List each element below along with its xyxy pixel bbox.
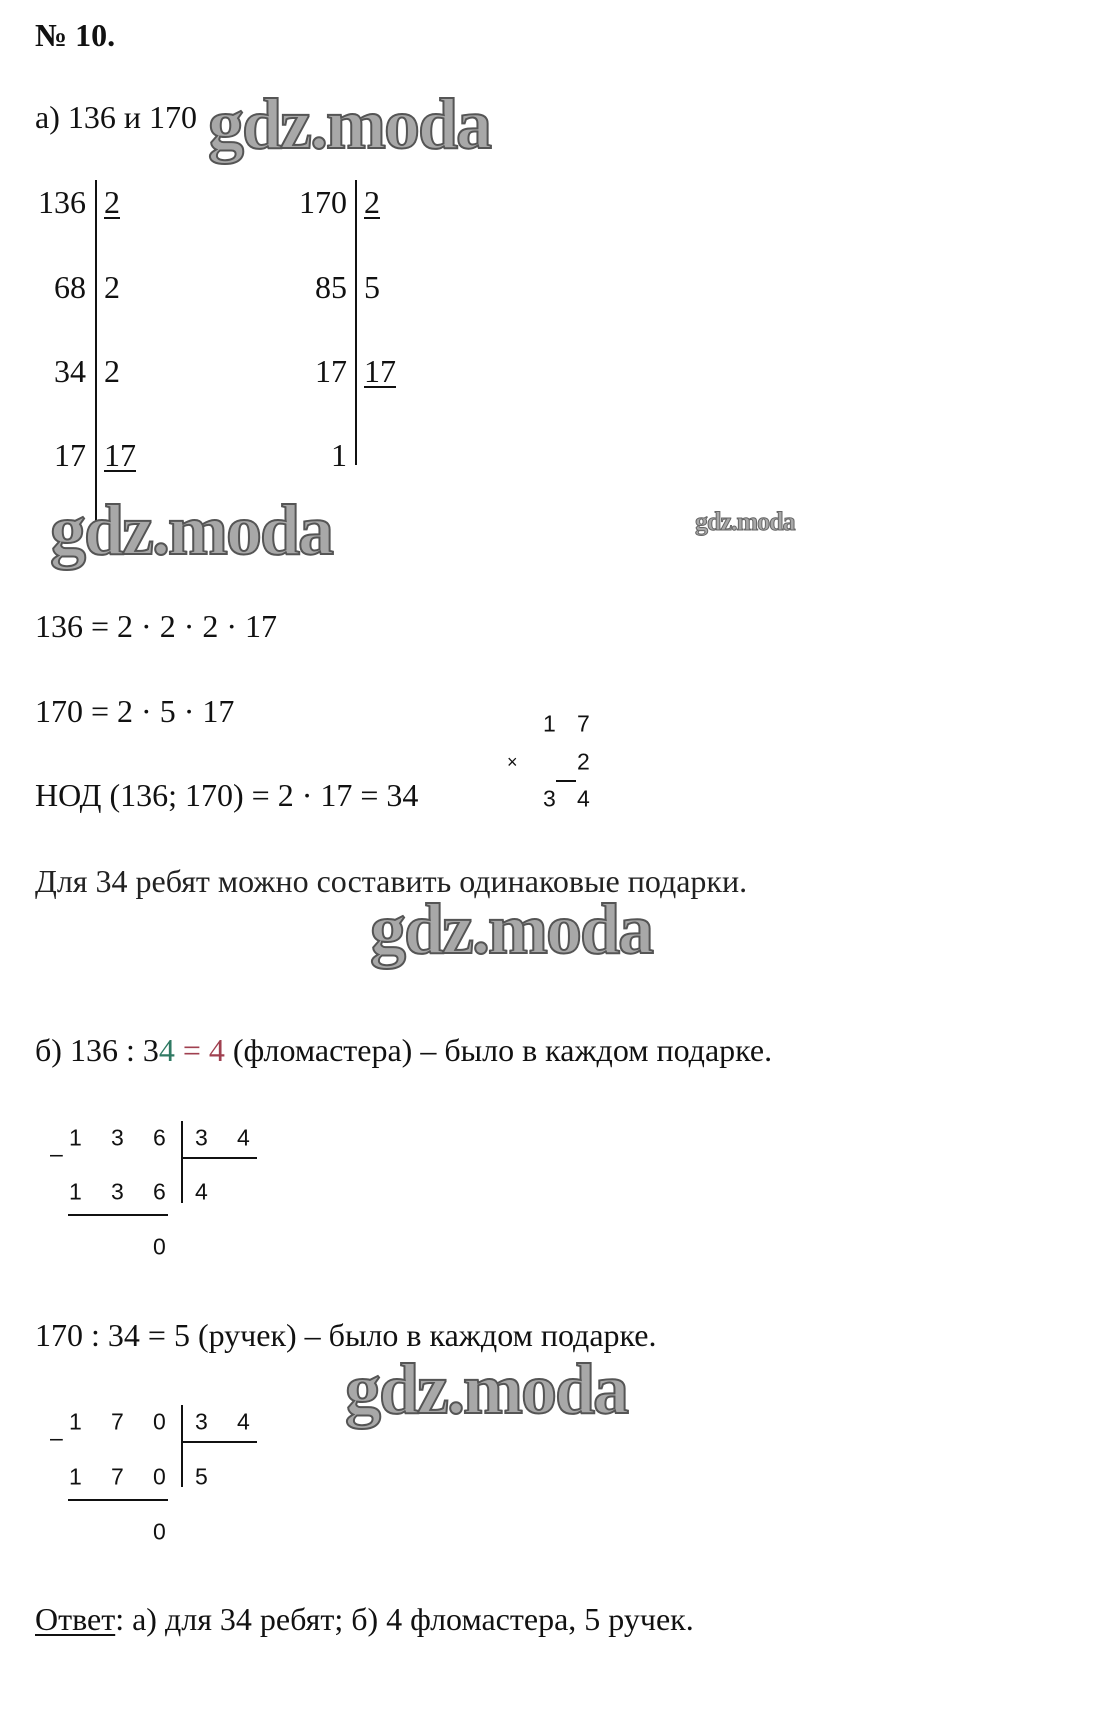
factorization-136: 136 = 2 · 2 · 2 · 17 (35, 608, 278, 644)
watermark: gdz.moda (695, 507, 795, 536)
div-digit: 1 (69, 1124, 82, 1151)
conclusion-text: Для 34 ребят можно составить одинаковые подарки. (35, 863, 748, 899)
mult-digit: 4 (577, 785, 590, 812)
div-digit: 4 (237, 1124, 250, 1151)
div-digit: 7 (111, 1408, 124, 1435)
table-number: 17 (315, 353, 347, 389)
division-line (182, 1441, 257, 1443)
div-digit: 7 (111, 1463, 124, 1490)
table-divisor: 2 (104, 184, 120, 220)
multiply-sign: × (507, 752, 518, 772)
watermark: gdz.moda (208, 84, 491, 164)
table-number: 68 (54, 269, 86, 305)
div-digit: 1 (69, 1463, 82, 1490)
div-digit: 1 (69, 1178, 82, 1205)
table-divisor: 5 (364, 269, 380, 305)
subtraction-line (68, 1214, 168, 1216)
watermark: gdz.moda (370, 889, 653, 969)
text: 4 (158, 1032, 175, 1068)
table-number: 34 (54, 353, 86, 389)
mult-digit: 2 (577, 748, 590, 775)
div-digit: 0 (153, 1408, 166, 1435)
table-number: 85 (315, 269, 347, 305)
minus-sign: – (50, 1140, 63, 1167)
table-divisor: 2 (364, 184, 380, 220)
quotient: 4 (195, 1178, 208, 1205)
table-number: 136 (38, 184, 86, 220)
table-number: 1 (331, 437, 347, 473)
minus-sign: – (50, 1424, 63, 1451)
part-b-line-1 (35, 1034, 772, 1066)
problem-number: № 10. (35, 17, 116, 53)
division-bar (181, 1121, 183, 1203)
remainder: 0 (153, 1233, 166, 1260)
div-digit: 4 (237, 1408, 250, 1435)
watermark: gdz.moda (50, 490, 333, 570)
table-divisor: 2 (104, 353, 120, 389)
text: = 4 (174, 1032, 225, 1068)
table-divisor: 17 (104, 437, 136, 473)
table-divider (355, 180, 357, 465)
div-digit: 3 (195, 1408, 208, 1435)
div-digit: 6 (153, 1124, 166, 1151)
div-digit: 6 (153, 1178, 166, 1205)
div-digit: 3 (195, 1124, 208, 1151)
mult-line (556, 780, 576, 782)
text: б) 136 : 3 (35, 1032, 159, 1068)
part-b-line-2: 170 : 34 = 5 (ручек) – было в каждом подарке. (35, 1317, 657, 1353)
answer-label: Ответ (35, 1601, 116, 1637)
table-number: 170 (299, 184, 347, 220)
mult-digit: 1 (543, 710, 556, 737)
div-digit: 3 (111, 1124, 124, 1151)
mult-digit: 7 (577, 710, 590, 737)
part-a-heading: а) 136 и 170 (35, 99, 197, 135)
div-digit: 0 (153, 1463, 166, 1490)
factorization-170: 170 = 2 · 5 · 17 (35, 693, 235, 729)
answer-line (35, 1603, 694, 1635)
table-divisor: 17 (364, 353, 396, 389)
mult-digit: 3 (543, 785, 556, 812)
division-bar (181, 1405, 183, 1487)
table-divisor: 2 (104, 269, 120, 305)
answer-text: : а) для 34 ребят; б) 4 фломастера, 5 ручек. (115, 1601, 694, 1637)
gcd-line: НОД (136; 170) = 2 · 17 = 34 (35, 777, 419, 813)
table-number: 17 (54, 437, 86, 473)
subtraction-line (68, 1499, 168, 1501)
remainder: 0 (153, 1518, 166, 1545)
quotient: 5 (195, 1463, 208, 1490)
div-digit: 1 (69, 1408, 82, 1435)
division-line (182, 1157, 257, 1159)
watermark: gdz.moda (345, 1349, 628, 1429)
div-digit: 3 (111, 1178, 124, 1205)
text: (фломастера) – было в каждом подарке. (224, 1032, 773, 1068)
